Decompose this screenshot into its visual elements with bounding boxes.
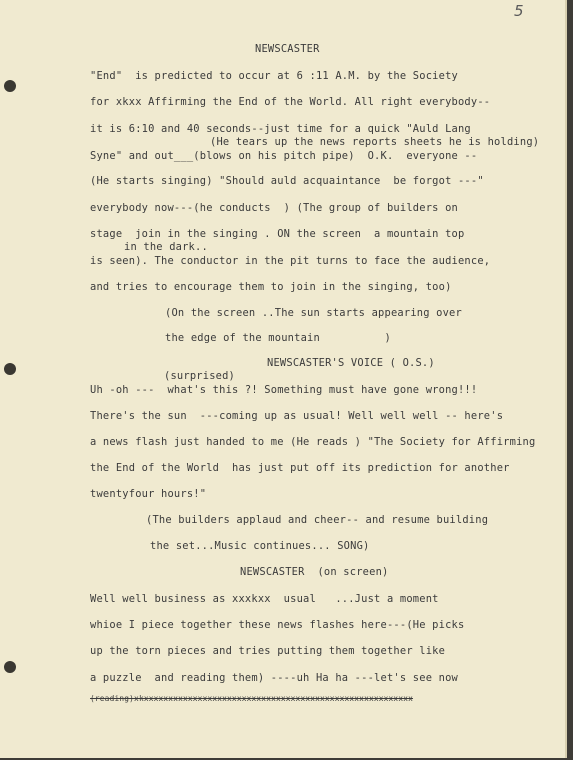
script-line: in the dark.. [124,241,208,253]
script-line: a puzzle and reading them) ----uh Ha ha ---let's see now [90,672,458,684]
scene-heading: NEWSCASTER [255,43,320,55]
page-number: 5 [514,2,524,20]
script-line: and tries to encourage them to join in the singing, too) [90,281,452,293]
punch-hole [4,363,16,375]
script-line: the End of the World has just put off its prediction for another [90,462,510,474]
script-line: "End" is predicted to occur at 6 :11 A.M. by the Society [90,70,458,82]
script-line: There's the sun ---coming up as usual! Well well well -- here's [90,410,504,422]
scene-heading: NEWSCASTER'S VOICE ( O.S.) [267,357,435,369]
stage-direction: (On the screen ..The sun starts appearing over [165,307,462,319]
script-line: for xkxx Affirming the End of the World. All right everybody-- [90,96,491,108]
punch-hole [4,80,16,92]
stage-direction: the set...Music continues... SONG) [150,540,370,552]
stage-direction: (He tears up the news reports sheets he is holding) [210,136,540,148]
script-line: a news flash just handed to me (He reads ) "The Society for Affirming [90,436,536,448]
scene-heading: NEWSCASTER (on screen) [240,566,389,578]
script-line: it is 6:10 and 40 seconds--just time for a quick "Auld Lang [90,123,471,135]
script-line: (He starts singing) "Should auld acquaintance be forgot ---" [90,175,484,187]
punch-hole [4,661,16,673]
stage-direction: the edge of the mountain ) [165,332,391,344]
script-line: twentyfour hours!" [90,488,207,500]
stage-direction: (The builders applaud and cheer-- and resume building [146,514,489,526]
struck-line: (reading)xkxxxxxxxxxxxxxxxxxxxxxxxxxxxxxxxxxxxxxxxxxxxxxxxxxxxxxxx [90,694,414,703]
script-line: whioe I piece together these news flashes here---(He picks [90,619,465,631]
parenthetical: (surprised) [164,370,236,382]
script-line: Syne" and out___(blows on his pitch pipe) O.K. everyone -- [90,150,478,162]
script-line: everybody now---(he conducts ) (The group of builders on [90,202,458,214]
script-line: Uh -oh --- what's this ?! Something must have gone wrong!!! [90,384,478,396]
script-line: up the torn pieces and tries putting them together like [90,645,446,657]
script-line: is seen). The conductor in the pit turns to face the audience, [90,255,491,267]
script-line: stage join in the singing . ON the screen a mountain top [90,228,465,240]
script-line: Well well business as xxxkxx usual ...Just a moment [90,593,439,605]
